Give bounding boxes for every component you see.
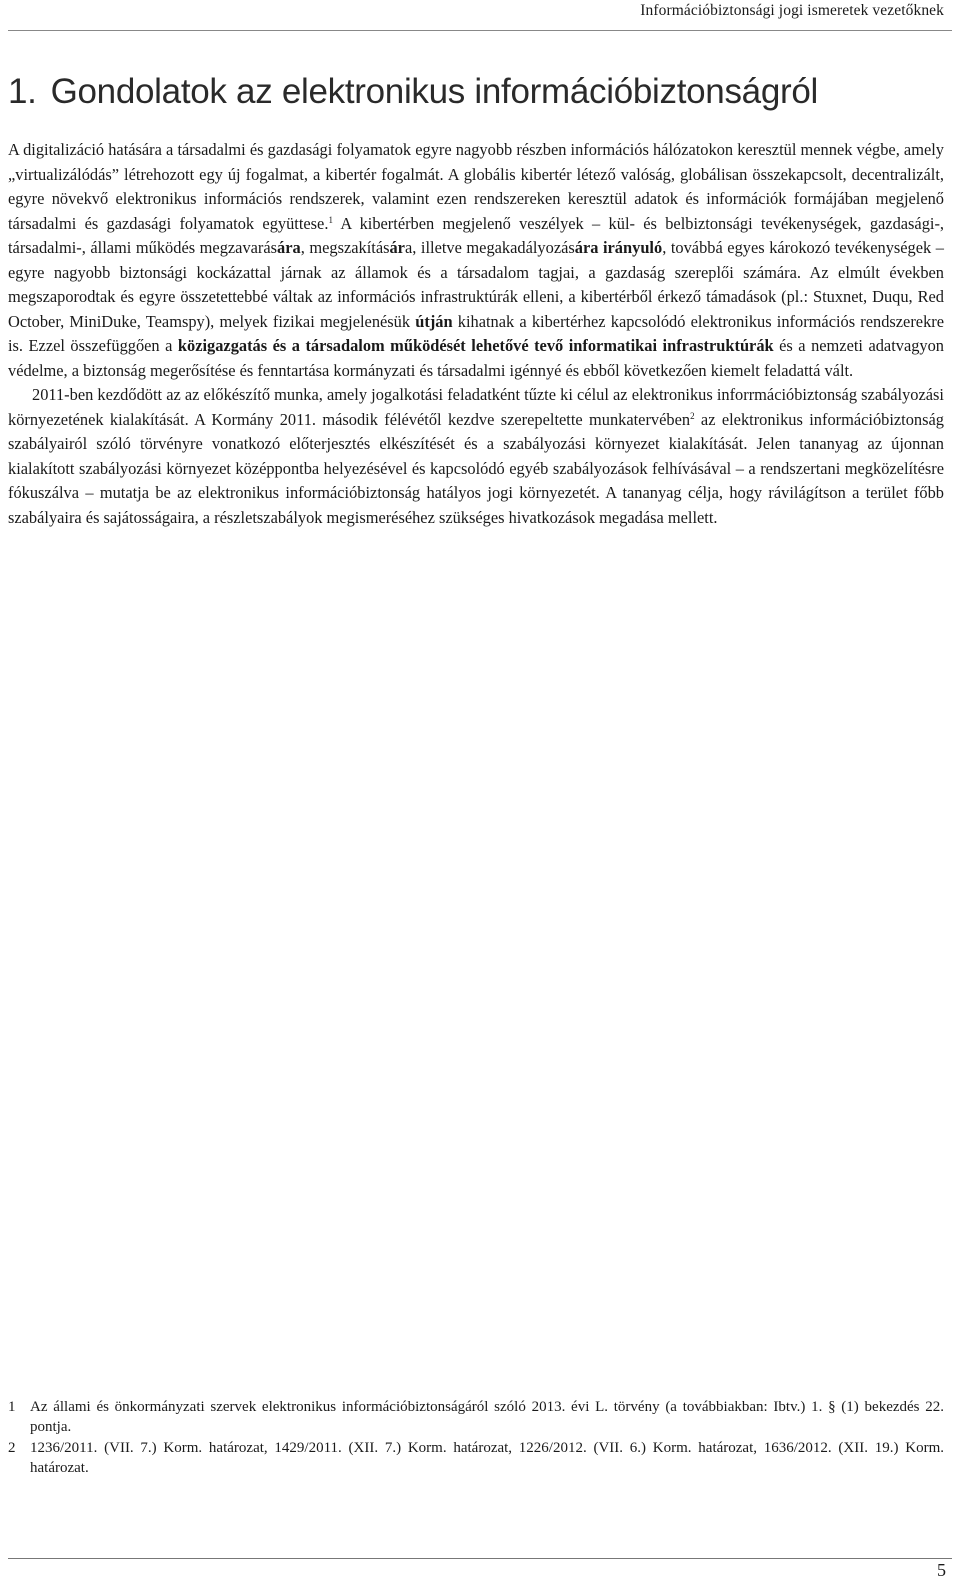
p2-text-2: az elektronikus információbiztonság szabályairól szóló törvényre vonatkozó előterjesztés elkészítését és a szabályozási környezet kialakítását. Jelen tananyag az újonnan kialakított szabályozási környezet középpontba helyezésével és kapcsolódó egyéb szabályozások felhívásával – a rendszertani megközelítésre fókuszálva – mutatja be az elektronikus információbiztonság hatályos jogi környezetét. A tananyag célja, hogy rávilágítson a terület főbb szabályaira és sajátosságaira, a részletszabályok megismeréséhez szükséges hivatkozások megadása mellett. <box>8 409 944 527</box>
running-header-title: Információbiztonsági jogi ismeretek vezetőknek <box>640 2 944 19</box>
footnote-1 <box>8 1398 944 1437</box>
section-number: 1. <box>8 72 37 111</box>
p1-text-3: , megszakítás <box>300 238 390 257</box>
footnote-number: 2 <box>8 1440 16 1456</box>
p1-text-4: a, illetve megakadályozás <box>404 238 575 257</box>
header-rule <box>8 30 952 31</box>
footnote-ref-1[interactable]: 1 <box>328 214 333 225</box>
paragraph-2 <box>8 383 944 530</box>
p1-text-5: , továbbá egyes károkozó tevékenységek – egyre nagyobb biztonsági kockázattal járnak az államok és a társadalom tagjai, a gazdaság szereplői számára. Az elmúlt években megszaporodtak és egyre összetettebbé váltak az információs infrastruktúrák elleni, a kibertérből érkező támadások (pl.: Stuxnet, Duqu, Red October, MiniDuke, Teamspy), melyek fizikai megjelenésük <box>8 238 944 331</box>
footnote-ref-2[interactable]: 2 <box>690 410 695 421</box>
footnote-number: 1 <box>8 1399 16 1415</box>
footnote-text: 1236/2011. (VII. 7.) Korm. határozat, 1429/2011. (XII. 7.) Korm. határozat, 1226/2012. (VII. 6.) Korm. határozat, 1636/2012. (XII. 19.) Korm. határozat. <box>30 1440 944 1476</box>
p1-bold-4: útján <box>415 311 453 331</box>
body-text <box>8 138 944 530</box>
p1-bold-1: ára <box>277 238 301 257</box>
footnote-text: Az állami és önkormányzati szervek elektronikus információbiztonságáról szóló 2013. évi L. törvény (a továbbiakban: Ibtv.) 1. § (1) bekezdés 22. pontja. <box>30 1399 944 1435</box>
p1-text-7: és a nemzeti adatvagyon védelme, a biztonság megerősítése és fenntartása kormányzati és társadalmi igénnyé és ebből következően kiemelt feladattá vált. <box>8 336 944 380</box>
paragraph-1 <box>8 138 944 383</box>
footnotes <box>8 1398 944 1480</box>
p1-text-1: A digitalizáció hatására a társadalmi és gazdasági folyamatok egyre nagyobb részben információs hálózatokon keresztül mennek végbe, amely „virtualizálódás” létrehozott egy új fogalmat, a kibertér fogalmát. A globális kibertér létező valóság, globálisan összekapcsolt, decentralizált, egyre növekvő elektronikus információs rendszerek, valamint ezen rendszereken keresztül adatok és információk formájában megjelenő társadalmi és gazdasági folyamatok együttese. <box>8 140 944 233</box>
footer-rule <box>8 1558 952 1559</box>
p1-text-2: A kibertérben megjelenő veszélyek – kül- és belbiztonsági tevékenységek, gazdasági-, társadalmi-, állami működés megzavarás <box>8 213 944 257</box>
section-title-text: Gondolatok az elektronikus információbiztonságról <box>50 72 818 111</box>
p1-text-6: kihatnak a kibertérhez kapcsolódó elektronikus információs rendszerekre is. Ezzel összefüggően a <box>8 311 944 355</box>
p1-bold-2: ár <box>389 238 405 257</box>
page-number: 5 <box>937 1560 946 1580</box>
p1-bold-5: közigazgatás és a társadalom működését lehetővé tevő informatikai infrastruktúrák <box>177 336 774 355</box>
p2-text-1: 2011-ben kezdődött az az előkészítő munka, amely jogalkotási feladatként tűzte ki célul az elektronikus inforrmációbiztonság szabályozási környezetének kialakítását. A Kormány 2011. második félévétől kezdve szerepeltette munkatervében <box>8 385 944 429</box>
footnote-2 <box>8 1439 944 1478</box>
p1-bold-3: ára irányuló <box>574 238 663 257</box>
section-title <box>8 72 952 112</box>
